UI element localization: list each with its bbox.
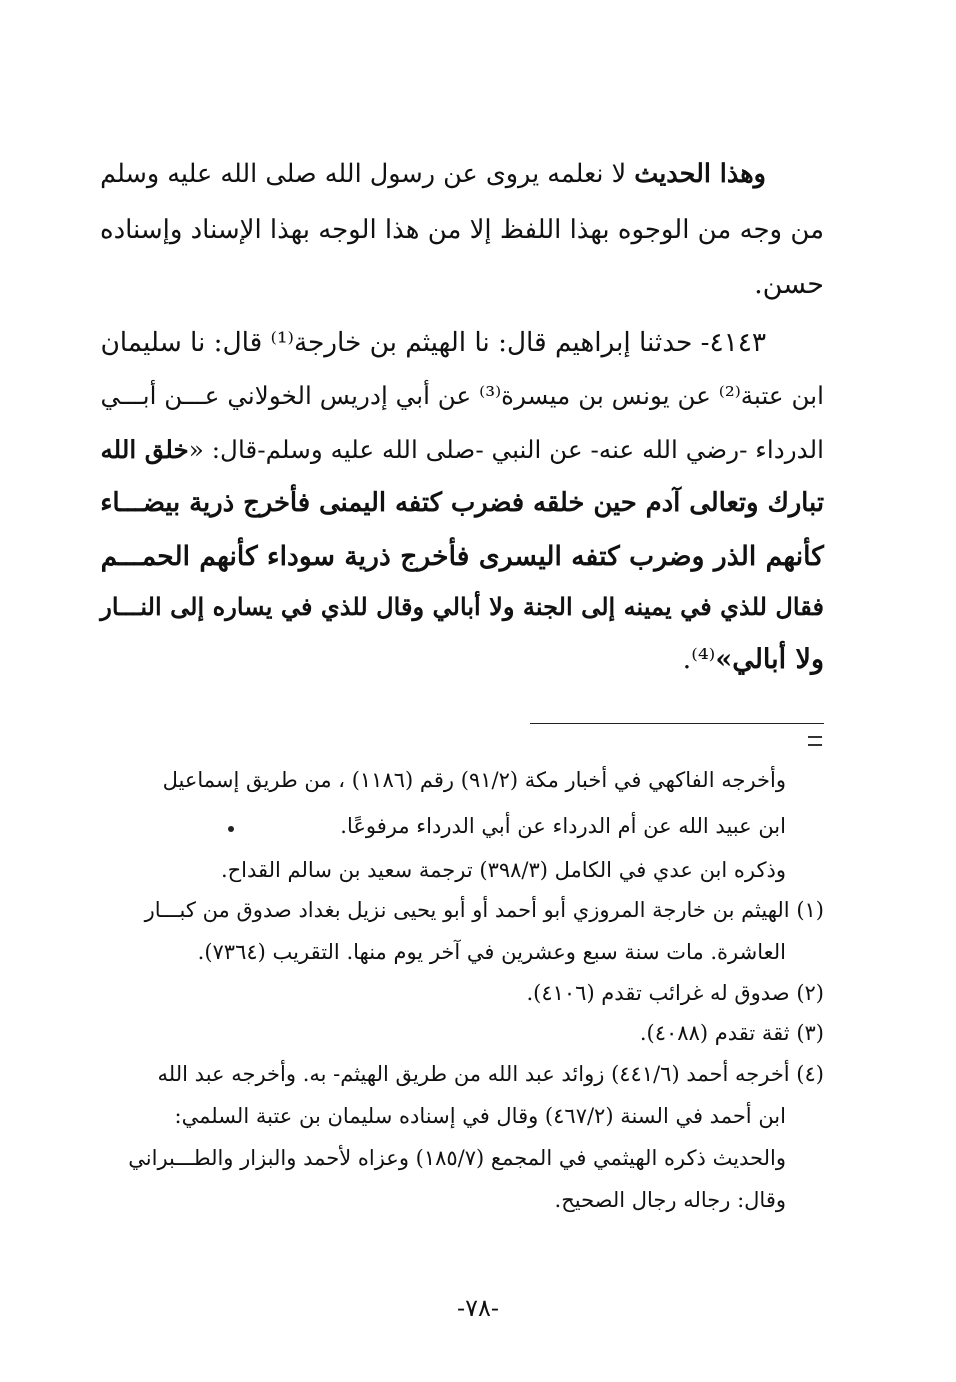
paragraph1-line1-text: لا نعلمه يروى عن رسول الله صلى الله عليه وسلم bbox=[100, 159, 635, 189]
footnote-continuation-line3: وذكره ابن عدي في الكامل (٣٩٨/٣) ترجمة سعيد بن سالم القداح. bbox=[220, 858, 786, 882]
hadith-line5: كأنهم الذر وضرب كتفه اليسرى فأخرج ذرية سوداء كأنهم الحمـــم bbox=[100, 541, 824, 572]
footnote-separator bbox=[530, 723, 824, 724]
footnote-4-line3: والحديث ذكره الهيثمي في المجمع (١٨٥/٧) وعزاه لأحمد والبزار والطـــبراني bbox=[128, 1146, 786, 1170]
paragraph1-line2: من وجه من الوجوه بهذا اللفظ إلا من هذا الوجه بهذا الإسناد وإسناده bbox=[99, 215, 824, 245]
hadith-footnote-ref: ⁽⁴⁾. bbox=[682, 644, 716, 675]
hadith-line7 bbox=[683, 646, 824, 673]
hadith-line4: تبارك وتعالى آدم حين خلقه فضرب كتفه اليمنى فأخرج ذرية بيضـــاء bbox=[100, 488, 824, 518]
paragraph1-line1 bbox=[100, 159, 766, 189]
hadith-quote-start: خلق الله bbox=[100, 435, 189, 464]
footnote-4-line1: (٤) أخرجه أحمد (٤٤١/٦) زوائد عبد الله من طريق الهيثم- به. وأخرجه عبد الله bbox=[157, 1062, 824, 1086]
paragraph1-bold-phrase: وهذا الحديث bbox=[634, 159, 766, 189]
paragraph1-line3: حسن. bbox=[754, 269, 824, 300]
footnote-3: (٣) ثقة تقدم (٤٠٨٨). bbox=[639, 1021, 824, 1045]
hadith-line1: ٤١٤٣- حدثنا إبراهيم قال: نا الهيثم بن خارجة⁽¹⁾ قال: نا سليمان bbox=[100, 328, 766, 358]
footnote-1-line1: (١) الهيثم بن خارجة المروزي أبو أحمد أو أبو يحيى نزيل بغداد صدوق من كبـــار bbox=[144, 898, 824, 922]
page-number: -٧٨- bbox=[457, 1294, 499, 1322]
footnote-continuation-line1: وأخرجه الفاكهي في أخبار مكة (٩١/٢) رقم (١١٨٦) ، من طريق إسماعيل bbox=[162, 768, 786, 792]
hadith-line2: ابن عتبة⁽²⁾ عن يونس بن ميسرة⁽³⁾ عن أبي إدريس الخولاني عـــن أبـــي bbox=[100, 381, 824, 410]
footnote-4-line4: وقال: رجاله رجال الصحيح. bbox=[554, 1188, 786, 1212]
stray-dot bbox=[228, 826, 234, 832]
footnote-4-line2: ابن أحمد في السنة (٤٦٧/٢) وقال في إسناده سليمان بن عتبة السلمي: bbox=[174, 1104, 786, 1128]
hadith-line6: فقال للذي في يمينه إلى الجنة ولا أبالي وقال للذي في يساره إلى النـــار bbox=[100, 592, 824, 621]
hadith-line3-text: الدرداء -رضي الله عنه- عن النبي -صلى الله عليه وسلم-قال: « bbox=[188, 435, 824, 464]
hadith-quote-end: ولا أبالي» bbox=[715, 644, 824, 675]
continuation-mark bbox=[808, 736, 822, 746]
footnote-2: (٢) صدوق له غرائب تقدم (٤١٠٦). bbox=[526, 981, 824, 1005]
footnote-1-line2: العاشرة. مات سنة سبع وعشرين في آخر يوم منها. التقريب (٧٣٦٤). bbox=[197, 940, 786, 964]
footnote-continuation-line2: ابن عبيد الله عن أم الدرداء عن أبي الدرداء مرفوعًا. bbox=[340, 814, 786, 838]
hadith-line3 bbox=[100, 435, 824, 464]
